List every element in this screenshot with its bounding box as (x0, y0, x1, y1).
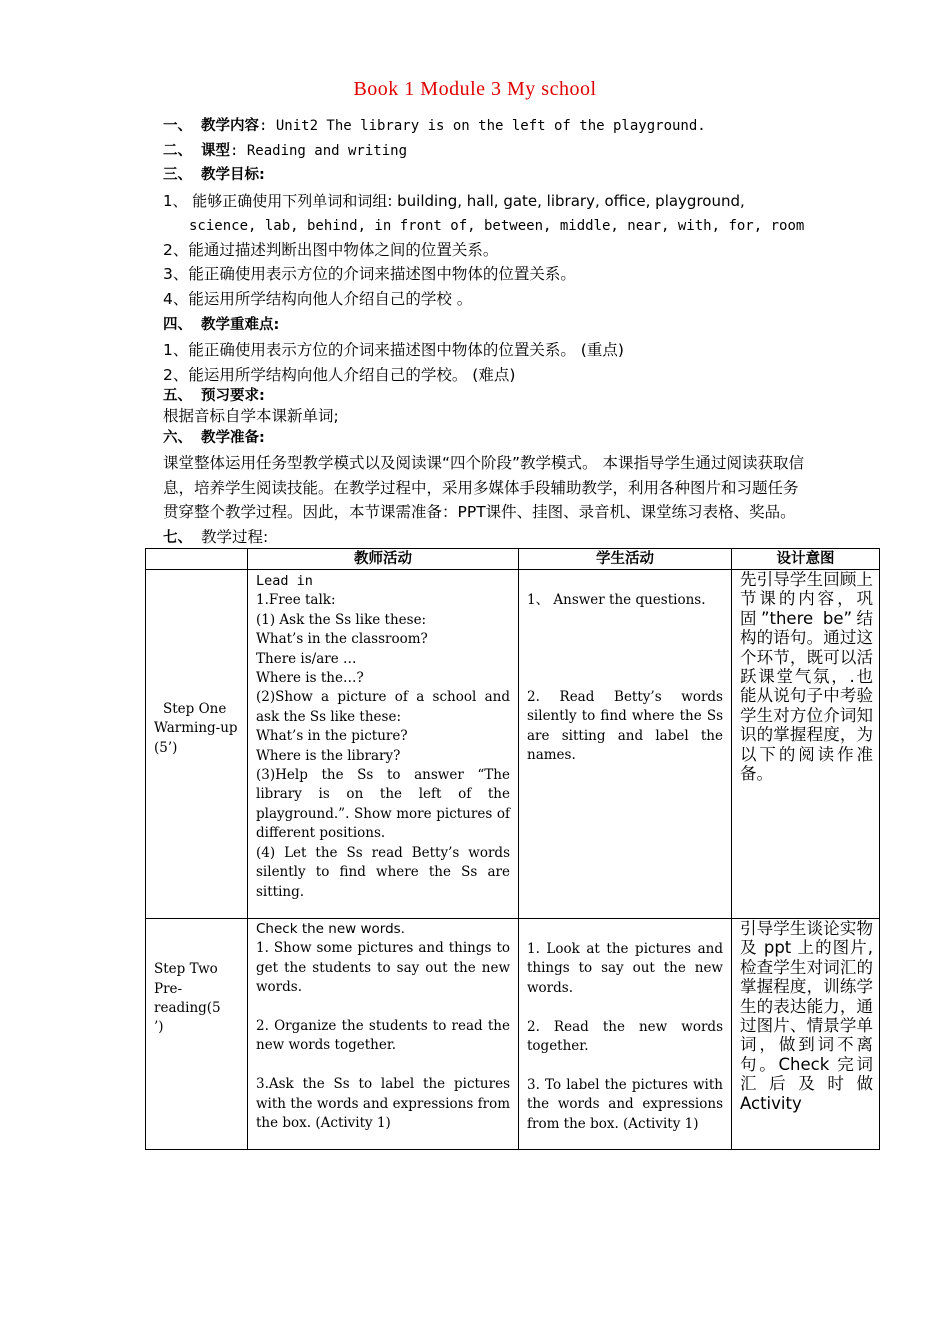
teacher-line: Check the new words. (256, 921, 405, 937)
section-number: 六、 (163, 430, 192, 446)
step-name: Step One (163, 700, 227, 717)
student-activity-cell (519, 570, 732, 919)
teacher-line: (1) Ask the Ss like these: (256, 611, 427, 628)
lesson-process-table (145, 548, 880, 1150)
section-colon: : (259, 430, 265, 446)
section-type (163, 141, 407, 161)
student-line: 2. Read Betty’s words silently to find where the Ss are sitting and label the names. (527, 688, 723, 764)
teacher-line: (2)Show a picture of a school and ask the Ss like these: (256, 689, 510, 725)
goal-item: science, lab, behind, in front of, between, middle, near, with, for, room (189, 218, 805, 234)
key-item: 1、能正确使用表示方位的介词来描述图中物体的位置关系。 (重点) (163, 341, 624, 359)
preview-text: 根据音标自学本课新单词; (163, 407, 339, 425)
student-line: 2. Read the new words together. (527, 1018, 723, 1055)
design-text: 先引导学生回顾上节课的内容，巩固”there be”结构的语句。通过这个环节，既可以活跃课堂气氛，.也能从说句子中考验学生对方位介词知识的掌握程度，为以下的阅读作准备。 (740, 570, 873, 784)
step-name: Step Two (154, 961, 218, 978)
teacher-line: What’s in the picture? (256, 728, 408, 745)
teacher-line: There is/are … (256, 650, 357, 667)
section-text: : Reading and writing (230, 143, 408, 159)
section-goals (163, 165, 265, 185)
teacher-line: (4) Let the Ss read Betty’s words silently to find where the Ss are sitting. (256, 844, 510, 900)
teacher-activity-cell (248, 919, 519, 1150)
step-stage: reading(5 (154, 1000, 221, 1016)
prep-line: 课堂整体运用任务型教学模式以及阅读课“四个阶段”教学模式。 本课指导学生通过阅读获取信 (163, 454, 804, 472)
section-label: 教学过程 (201, 528, 264, 546)
teacher-line: 2. Organize the students to read the new words together. (256, 1018, 510, 1054)
step-stage: Warming-up (154, 720, 238, 737)
step-cell (146, 919, 248, 1150)
goal-item: 2、能通过描述判断出图中物体之间的位置关系。 (163, 241, 499, 259)
section-colon: : (259, 388, 265, 404)
section-preview (163, 386, 265, 406)
step-time: ’) (154, 1019, 164, 1036)
student-line: 3. To label the pictures with the words and expressions from the box. (Activity 1) (527, 1076, 723, 1132)
student-line: 1、 Answer the questions. (527, 592, 706, 608)
prep-line: 息，培养学生阅读技能。在教学过程中，采用多媒体手段辅助教学，利用各种图片和习题任务 (163, 479, 799, 497)
section-label: 预习要求 (201, 388, 259, 404)
teacher-line: 1. Show some pictures and things to get the students to say out the new words. (256, 940, 510, 996)
section-number: 四、 (163, 317, 192, 333)
section-number: 七、 (163, 530, 192, 546)
student-line: 1. Look at the pictures and things to say out the new words. (527, 941, 723, 996)
section-label: 教学目标 (201, 167, 259, 183)
key-item: 2、能运用所学结构向他人介绍自己的学校。 (难点) (163, 366, 516, 384)
step-stage: Pre- (154, 980, 183, 997)
design-intent-cell (732, 919, 880, 1150)
section-number: 五、 (163, 388, 192, 404)
teacher-line: 1.Free talk: (256, 592, 336, 609)
teacher-line: Where is the…? (256, 670, 364, 687)
step-cell (146, 570, 248, 919)
goal-item: 3、能正确使用表示方位的介词来描述图中物体的位置关系。 (163, 265, 576, 283)
section-label: 教学内容 (201, 118, 259, 134)
design-intent-cell (732, 570, 880, 919)
prep-line: 贯穿整个教学过程。因此，本节课需准备：PPT课件、挂图、录音机、课堂练习表格、奖品。 (163, 503, 796, 521)
page-title: Book 1 Module 3 My school (353, 78, 597, 100)
section-process (163, 527, 268, 548)
header-design: 设计意图 (732, 549, 880, 570)
section-key-points (163, 315, 279, 335)
table-row (146, 570, 880, 919)
section-number: 一、 (163, 118, 192, 134)
student-activity-cell (519, 919, 732, 1150)
header-teacher: 教师活动 (248, 549, 519, 570)
table-row (146, 919, 880, 1150)
section-colon: : (259, 167, 265, 183)
section-colon: : (273, 317, 280, 333)
design-text: 引导学生谈论实物及 ppt 上的图片,检查学生对词汇的掌握程度，训练学生的表达能力，通过图片、情景学单词，做到词不离句。Check 完词汇后及时做 Activity (740, 919, 873, 1113)
teacher-line: Lead in (256, 573, 313, 589)
teacher-line: What’s in the classroom? (256, 631, 428, 648)
section-colon: : (263, 528, 269, 546)
teacher-activity-cell (248, 570, 519, 919)
table-header-row (146, 549, 880, 570)
section-text: : Unit2 The library is on the left of the playground. (259, 118, 706, 134)
teacher-line: 3.Ask the Ss to label the pictures with the words and expressions from the box. (Activity 1) (256, 1076, 510, 1132)
section-number: 二、 (163, 143, 192, 159)
section-label: 教学准备 (201, 430, 259, 446)
section-label: 课型 (201, 143, 230, 159)
goal-item: 1、 能够正确使用下列单词和词组: building, hall, gate, library, office, playground, (163, 192, 745, 210)
section-label: 教学重难点 (201, 317, 274, 333)
teacher-line: Where is the library? (256, 747, 401, 764)
header-student: 学生活动 (519, 549, 732, 570)
section-number: 三、 (163, 167, 192, 183)
step-time: (5’) (154, 739, 178, 756)
goal-item: 4、能运用所学结构向他人介绍自己的学校 。 (163, 290, 473, 308)
section-prep (163, 428, 265, 448)
header-step (146, 549, 248, 570)
teacher-line: (3)Help the Ss to answer “The library is on the left of the playground.”. Show more pictures of different positions. (256, 767, 510, 842)
section-content (163, 116, 706, 136)
